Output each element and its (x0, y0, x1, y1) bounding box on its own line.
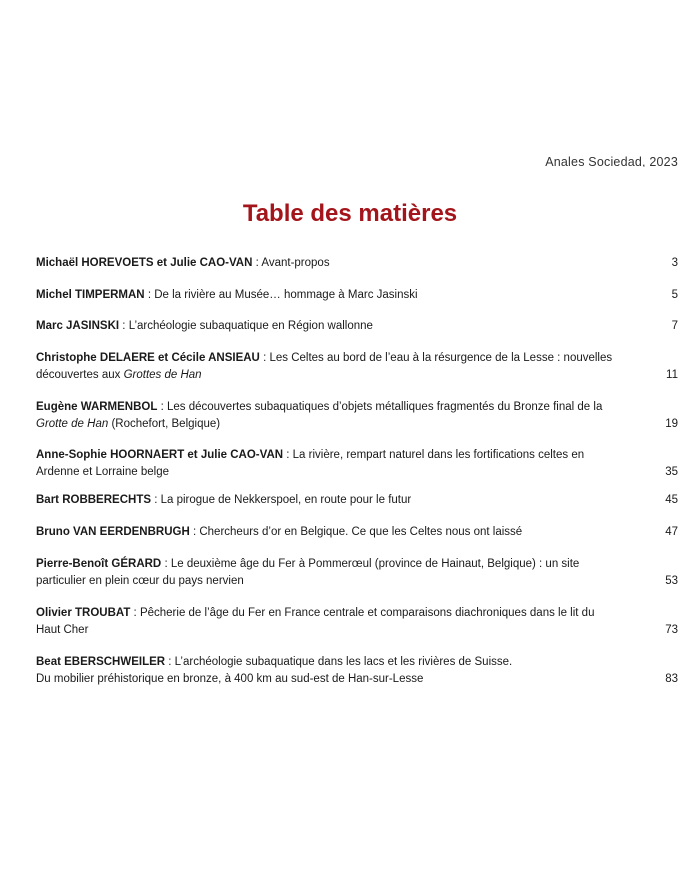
toc-entry-page: 47 (665, 526, 678, 538)
toc-entry-author: Anne-Sophie HOORNAERT et Julie CAO-VAN (36, 449, 284, 461)
toc-entry-title-end: (Rochefort, Belgique) (111, 418, 221, 430)
toc-entry-title: L’archéologie subaquatique dans les lacs et les rivières de Suisse. (174, 656, 513, 668)
toc-entry-text: Bart ROBBERECHTS : La pirogue de Nekkerspoel, en route pour le futur (36, 494, 412, 506)
toc-entry[interactable] (36, 524, 678, 541)
toc-entry-title: La rivière, rempart naturel dans les fortifications celtes en Ardenne et Lorraine belge (36, 449, 585, 478)
page-title: Table des matières (242, 200, 458, 227)
toc-entry[interactable] (36, 287, 678, 304)
toc-entry-author: Pierre-Benoît GÉRARD (36, 558, 162, 570)
toc-entry[interactable] (36, 255, 678, 272)
running-header (0, 150, 700, 167)
toc-entry-text: Pierre-Benoît GÉRARD : Le deuxième âge du Fer à Pommerœul (province de Hainaut, Belgique) : un site particulier en plein cœur du pays nervien (36, 558, 580, 587)
toc-entry-title: La pirogue de Nekkerspoel, en route pour le futur (160, 494, 412, 506)
toc-entry-title: Les Celtes au bord de l’eau à la résurgence de la Lesse : nouvelles découvertes aux (36, 352, 613, 381)
toc-entry-page: 19 (665, 418, 678, 430)
toc-entry-title: Avant-propos (261, 257, 330, 269)
toc-entry-text: Olivier TROUBAT : Pêcherie de l’âge du Fer en France centrale et comparaisons diachroniques dans le lit du Haut Cher (36, 607, 595, 636)
toc-entry-author: Olivier TROUBAT (36, 607, 131, 619)
toc-entry-page: 35 (665, 466, 678, 478)
toc-entry-title: Pêcherie de l’âge du Fer en France centrale et comparaisons diachroniques dans le lit du Haut Cher (36, 607, 595, 636)
toc-entry-author: Beat EBERSCHWEILER (36, 656, 166, 668)
toc-entry-page: 45 (665, 494, 678, 506)
toc-entry-text: Michel TIMPERMAN : De la rivière au Musée… hommage à Marc Jasinski (36, 289, 418, 301)
toc-entry-title-line2: Du mobilier préhistorique en bronze, à 400 km au sud-est de Han-sur-Lesse (36, 673, 424, 685)
toc-entry-title-italic: Grotte de Han (36, 418, 109, 430)
toc-entry-page: 83 (665, 673, 678, 685)
toc-entry[interactable] (36, 605, 678, 639)
toc-entry-page: 73 (665, 624, 678, 636)
toc-entry[interactable] (36, 318, 678, 335)
toc-entry-page: 3 (671, 257, 678, 269)
toc-entry[interactable] (36, 447, 678, 481)
toc-entry-text: Beat EBERSCHWEILER : L’archéologie subaquatique dans les lacs et les rivières de Suisse. Du mobilier préhistorique en bronze, à 400 km au sud-est de Han-sur-Lesse (36, 656, 513, 685)
toc-entry-author: Michaël HOREVOETS et Julie CAO-VAN (36, 257, 253, 269)
toc-entry-page: 11 (666, 369, 678, 381)
toc-entry-author: Michel TIMPERMAN (36, 289, 145, 301)
toc-entry-page: 5 (671, 289, 678, 301)
toc-entry-text: Bruno VAN EERDENBRUGH : Chercheurs d’or en Belgique. Ce que les Celtes nous ont laissé (36, 526, 523, 538)
toc-entry[interactable] (36, 556, 678, 590)
toc-entry-title: L’archéologie subaquatique en Région wallonne (128, 320, 373, 332)
toc-entry-text: Anne-Sophie HOORNAERT et Julie CAO-VAN : La rivière, rempart naturel dans les fortifications celtes en Ardenne et Lorraine belge (36, 449, 585, 478)
toc-entry-text: Christophe DELAERE et Cécile ANSIEAU : Les Celtes au bord de l’eau à la résurgence de la Lesse : nouvelles découvertes aux Grottes de Han (36, 352, 613, 381)
toc-entry-author: Marc JASINSKI (36, 320, 120, 332)
toc-entry-page: 7 (671, 320, 678, 332)
toc-entry-author: Christophe DELAERE et Cécile ANSIEAU (36, 352, 260, 364)
toc-entry-text: Marc JASINSKI : L’archéologie subaquatique en Région wallonne (36, 320, 373, 332)
running-header-text: Anales Sociedad, 2023 (545, 155, 678, 167)
toc-entry[interactable] (36, 399, 678, 433)
toc-entry-author: Bruno VAN EERDENBRUGH (36, 526, 190, 538)
toc-entry-page: 53 (665, 575, 678, 587)
toc-entry-author: Eugène WARMENBOL (36, 401, 158, 413)
toc-entry[interactable] (36, 350, 678, 384)
toc-entry-author: Bart ROBBERECHTS (36, 494, 152, 506)
toc-entry[interactable] (36, 492, 678, 509)
toc-entry-title: Les découvertes subaquatiques d’objets métalliques fragmentés du Bronze final de la (166, 401, 603, 413)
toc-entry-title: Le deuxième âge du Fer à Pommerœul (province de Hainaut, Belgique) : un site particulier en plein cœur du pays nervien (36, 558, 580, 587)
toc-entry-text: Michaël HOREVOETS et Julie CAO-VAN : Avant-propos (36, 257, 330, 269)
toc-entry-title-italic: Grottes de Han (123, 369, 202, 381)
toc-entry-title: Chercheurs d’or en Belgique. Ce que les Celtes nous ont laissé (199, 526, 523, 538)
toc-entry-title: De la rivière au Musée… hommage à Marc Jasinski (154, 289, 418, 301)
toc-entry[interactable] (36, 654, 678, 688)
toc-entry-text: Eugène WARMENBOL : Les découvertes subaquatiques d’objets métalliques fragmentés du Bronze final de la Grotte de Han (Rochefort, Belgique) (36, 401, 603, 430)
